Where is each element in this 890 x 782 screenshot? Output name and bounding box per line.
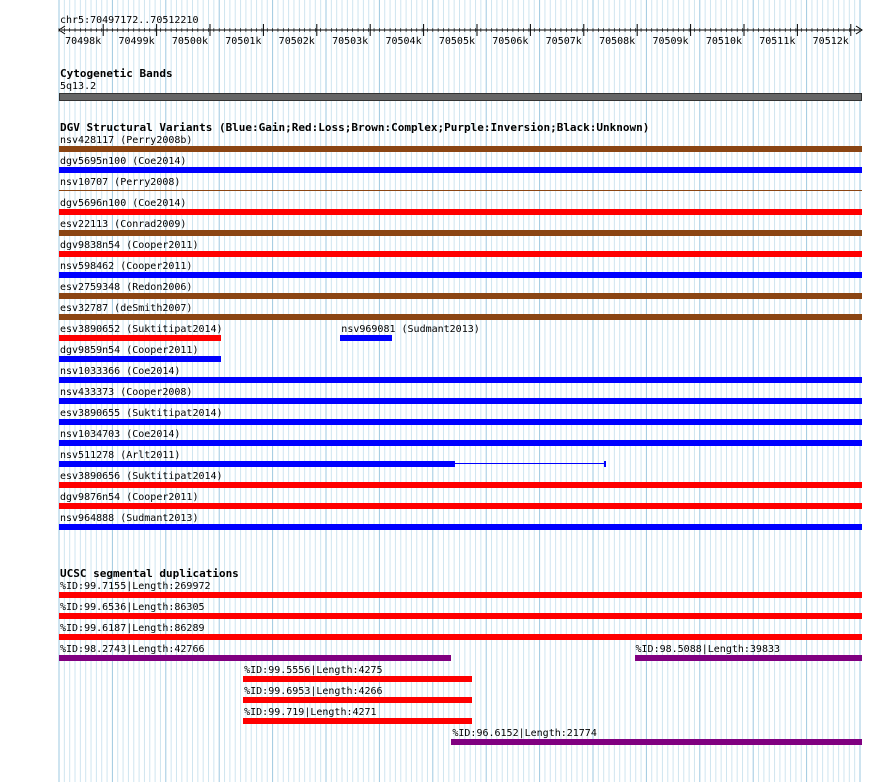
feature-label[interactable]: %ID:98.2743|Length:42766 — [60, 644, 205, 655]
feature-label[interactable]: dgv5696n100 (Coe2014) — [60, 198, 187, 209]
feature-label[interactable]: dgv9859n54 (Cooper2011) — [60, 345, 199, 356]
feature-bar[interactable] — [59, 592, 862, 598]
feature-bar[interactable] — [59, 190, 862, 191]
ruler-tick-label: 70510k — [705, 36, 742, 47]
feature-bar[interactable] — [59, 314, 862, 320]
feature-bar[interactable] — [451, 739, 862, 745]
ruler-tick-label: 70507k — [545, 36, 582, 47]
feature-label[interactable]: nsv433373 (Cooper2008) — [60, 387, 193, 398]
feature-bar[interactable] — [59, 272, 862, 278]
feature-label[interactable]: esv3890655 (Suktitipat2014) — [60, 408, 223, 419]
feature-bar[interactable] — [59, 482, 862, 488]
feature-label[interactable]: nsv428117 (Perry2008b) — [60, 135, 193, 146]
ruler-tick-label: 70506k — [492, 36, 529, 47]
feature-bar[interactable] — [59, 167, 862, 173]
feature-label[interactable]: dgv9876n54 (Cooper2011) — [60, 492, 199, 503]
feature-bar[interactable] — [59, 209, 862, 215]
feature-extension-line — [455, 463, 605, 464]
cyto-track-title: Cytogenetic Bands — [60, 67, 173, 80]
feature-extension-cap — [604, 461, 606, 467]
ruler-tick-label: 70503k — [332, 36, 369, 47]
ruler-region-label: chr5:70497172..70512210 — [60, 15, 199, 26]
feature-bar[interactable] — [59, 419, 862, 425]
ruler-tick-label: 70511k — [759, 36, 796, 47]
ruler-tick-label: 70512k — [812, 36, 849, 47]
ruler-tick-label: 70498k — [65, 36, 102, 47]
feature-bar[interactable] — [243, 676, 472, 682]
feature-label[interactable]: esv3890652 (Suktitipat2014) — [60, 324, 223, 335]
ruler-tick-label: 70499k — [118, 36, 155, 47]
ruler-tick-label: 70505k — [438, 36, 475, 47]
feature-label[interactable]: nsv598462 (Cooper2011) — [60, 261, 193, 272]
feature-label[interactable]: nsv1033366 (Coe2014) — [60, 366, 181, 377]
feature-bar[interactable] — [59, 356, 221, 362]
ruler-tick-label: 70508k — [599, 36, 636, 47]
feature-bar[interactable] — [59, 655, 451, 661]
ruler-tick-label: 70509k — [652, 36, 689, 47]
feature-label[interactable]: %ID:99.6953|Length:4266 — [244, 686, 383, 697]
feature-bar[interactable] — [59, 251, 862, 257]
feature-label[interactable]: %ID:96.6152|Length:21774 — [452, 728, 597, 739]
feature-label[interactable]: esv32787 (deSmith2007) — [60, 303, 193, 314]
feature-label[interactable]: dgv5695n100 (Coe2014) — [60, 156, 187, 167]
feature-bar[interactable] — [59, 146, 862, 152]
feature-label[interactable]: nsv964888 (Sudmant2013) — [60, 513, 199, 524]
feature-bar[interactable] — [243, 718, 472, 724]
feature-bar[interactable] — [59, 503, 862, 509]
feature-bar[interactable] — [59, 335, 221, 341]
ruler-tick-label: 70501k — [225, 36, 262, 47]
ruler-tick-label: 70504k — [385, 36, 422, 47]
ruler-tick-label: 70500k — [171, 36, 209, 47]
feature-label[interactable]: %ID:98.5088|Length:39833 — [635, 644, 781, 655]
feature-bar[interactable] — [59, 398, 862, 404]
feature-label[interactable]: esv22113 (Conrad2009) — [60, 219, 187, 230]
feature-bar[interactable] — [59, 613, 862, 619]
feature-bar[interactable] — [243, 697, 472, 703]
feature-bar[interactable] — [59, 634, 862, 640]
feature-label[interactable]: %ID:99.6536|Length:86305 — [60, 602, 205, 613]
feature-label[interactable]: nsv10707 (Perry2008) — [60, 177, 181, 188]
feature-bar[interactable] — [59, 461, 455, 467]
cyto-band-bar[interactable] — [59, 93, 862, 101]
feature-label[interactable]: esv3890656 (Suktitipat2014) — [60, 471, 223, 482]
feature-bar[interactable] — [59, 524, 862, 530]
feature-bar[interactable] — [59, 230, 862, 236]
feature-bar[interactable] — [59, 293, 862, 299]
feature-bar[interactable] — [635, 655, 862, 661]
feature-label[interactable]: %ID:99.5556|Length:4275 — [244, 665, 383, 676]
feature-bar[interactable] — [340, 335, 391, 341]
feature-label[interactable]: dgv9838n54 (Cooper2011) — [60, 240, 199, 251]
feature-label[interactable]: nsv969081 (Sudmant2013) — [341, 324, 480, 335]
feature-label[interactable]: nsv1034703 (Coe2014) — [60, 429, 181, 440]
segdup-track-title: UCSC segmental duplications — [60, 567, 239, 580]
cyto-band-label[interactable]: 5q13.2 — [60, 81, 97, 92]
feature-label[interactable]: %ID:99.6187|Length:86289 — [60, 623, 205, 634]
dgv-track-title: DGV Structural Variants (Blue:Gain;Red:Loss;Brown:Complex;Purple:Inversion;Black:Unknown) — [60, 121, 650, 134]
feature-bar[interactable] — [59, 440, 862, 446]
ruler-tick-label: 70502k — [278, 36, 315, 47]
feature-label[interactable]: nsv511278 (Arlt2011) — [60, 450, 181, 461]
feature-label[interactable]: %ID:99.7155|Length:269972 — [60, 581, 211, 592]
feature-bar[interactable] — [59, 377, 862, 383]
feature-label[interactable]: %ID:99.719|Length:4271 — [244, 707, 377, 718]
feature-label[interactable]: esv2759348 (Redon2006) — [60, 282, 193, 293]
